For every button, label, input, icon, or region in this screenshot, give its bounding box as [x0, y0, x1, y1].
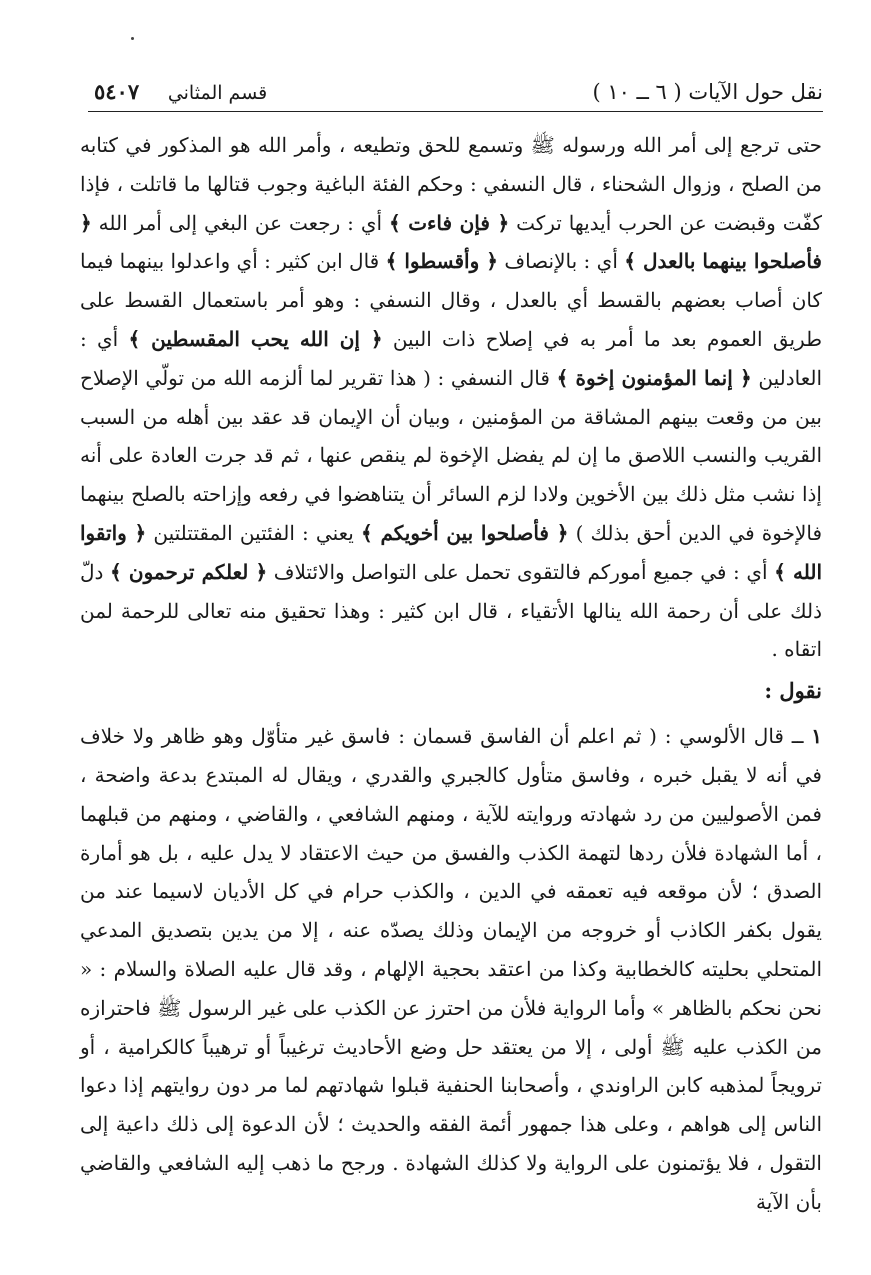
text-run: أي : بالإنصاف: [504, 249, 618, 274]
quran-quote: ﴿ واتقوا الله ﴾: [80, 520, 823, 584]
text-run: قال النسفي : ( هذا تقرير لما ألزمه الله من تولّي الإصلاح بين من وقعت بينهم المشاقة من المؤمنين ، وبيان أن الإيمان قد عقد بين أهله من السبب القريب والنسب اللاصق ما إن لم يفضل الإخوة لم ينقص عنها ، ثم قد جرت العادة على أنه إذا نشب مثل ذلك بين الأخوين ولادا لزم السائر أن يتناهضوا في رفعه وإزاحته بالصلح بينهما فالإخوة في الدين أحق بذلك ): [80, 365, 823, 545]
running-header: [88, 74, 823, 110]
text-run: حتى ترجع إلى أمر الله ورسوله ﷺ وتسمع للحق وتطيعه ، وأمر الله هو المذكور في كتابه من الصلح ، وزوال الشحناء ، قال النسفي : وحكم الفئة الباغية وجوب قتالها ما قاتلت ، فإذا كفّت وقبضت عن الحرب أيديها تركت: [80, 133, 823, 235]
section-title: نقل حول الآيات ( ٦ ــ ١٠ ): [592, 80, 823, 104]
item-number: ١: [811, 724, 822, 749]
quran-quote: ﴿ فأصلحوا بينهما بالعدل ﴾: [80, 210, 822, 274]
paragraph-tafsir: [80, 126, 822, 669]
text-run: دلّ ذلك على أن رحمة الله ينالها الأتقياء ، قال ابن كثير : وهذا تحقيق منه تعالى للرحمة لمن اتقاه .: [80, 559, 822, 662]
quran-quote: ﴿ فإن فاءت ﴾: [388, 210, 510, 235]
text-run: أي : في جميع أموركم فالتقوى تحمل على التواصل والائتلاف: [273, 559, 768, 584]
header-rule: [88, 111, 823, 112]
part-label: قسم المثاني: [167, 82, 268, 104]
quran-quote: ﴿ إن الله يحب المقسطين ﴾: [128, 326, 383, 351]
text-run: ــ قال الألوسي : ( ثم اعلم أن الفاسق قسمان : فاسق غير متأوّل وهو ظاهر ولا خلاف في أنه لا يقبل خبره ، وفاسق متأول كالجبري والقدري ، ويقال له المبتدع بدعة واضحة ، فمن الأصوليين من رد شهادته وروايته للآية ، ومنهم الشافعي ، والقاضي ، ومنهم من قبلهما ، أما الشهادة فلأن ردها لتهمة الكذب والفسق من حيث الاعتقاد لا يدل عليه ، بل هو أمارة الصدق ؛ لأن موقعه فيه تعمقه في الدين ، والكذب حرام في كل الأديان لاسيما عند من يقول بكفر الكاذب أو خروجه من الإيمان وذلك يصدّه عنه ، إلا من يدين بتصديق المدعي المتحلي بحليته كالخطابية وكذا من اعتقد بحجية الإلهام ، وقد قال عليه الصلاة والسلام : « نحن نحكم بالظاهر » وأما الرواية فلأن من احترز عن الكذب على غير الرسول ﷺ فاحترازه من الكذب عليه ﷺ أولى ، إلا من يعتقد حل وضع الأحاديث ترغيباً أو ترهيباً كالكرامية ، أو ترويجاً لمذهبه كابن الراوندي ، وأصحابنا الحنفية قبلوا شهادتهم لما مر دون روايتهم إذا دعوا الناس إلى هواهم ، وعلى هذا جمهور أئمة الفقه والحديث ؛ لأن الدعوة إلى ذلك داعية إلى التقول ، فلا يؤتمنون على الرواية ولا كذلك الشهادة . ورجح ما ذهب إليه الشافعي والقاضي بأن الآية: [80, 724, 822, 1214]
text-run: أي : العادلين: [80, 326, 823, 390]
text-run: قال ابن كثير : أي واعدلوا بينهما فيما كان أصاب بعضهم بالقسط أي بالعدل ، وقال النسفي : وهو أمر باستعمال القسط على طريق العموم بعد ما أمر به في إصلاح ذات البين: [80, 249, 823, 351]
page-number: ٥٤٠٧: [94, 79, 140, 104]
quran-quote: ﴿ لعلكم ترحمون ﴾: [110, 559, 268, 584]
quran-quote: ﴿ إنما المؤمنون إخوة ﴾: [556, 365, 752, 390]
main-text: [80, 126, 822, 1222]
part-and-page: [94, 74, 267, 111]
paragraph-quote-1: [80, 717, 822, 1221]
section-heading: نقول :: [764, 678, 822, 704]
text-run: يعني : الفئتين المقتتلتين: [153, 520, 354, 545]
quran-quote: ﴿ وأقسطوا ﴾: [385, 249, 498, 274]
speck-mark: [131, 37, 134, 40]
text-run: أي : رجعت عن البغي إلى أمر الله: [98, 210, 383, 235]
quran-quote: ﴿ فأصلحوا بين أخويكم ﴾: [361, 520, 569, 545]
